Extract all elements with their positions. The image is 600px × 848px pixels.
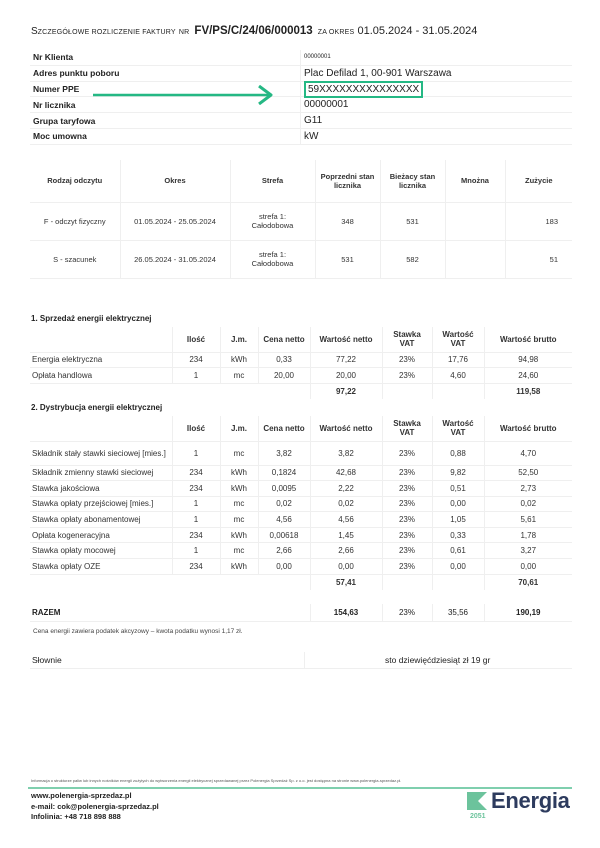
column-header: Ilość xyxy=(172,416,220,441)
item-name: Składnik stały stawki sieciowej [mies.] xyxy=(30,441,172,465)
empty-cell xyxy=(258,383,310,399)
address-value: Plac Defilad 1, 00-901 Warszawa xyxy=(300,66,451,81)
subtotal-net: 97,22 xyxy=(310,383,382,399)
info-label: Adres punktu poboru xyxy=(33,68,120,79)
empty-cell xyxy=(30,574,172,590)
sales-subtotal-row xyxy=(30,383,572,399)
item-net: 3,82 xyxy=(310,441,382,465)
column-header: Wartość brutto xyxy=(484,416,572,441)
previous-reading: 348 xyxy=(315,202,380,240)
table-row xyxy=(30,368,572,384)
item-unit: mc xyxy=(220,512,258,528)
item-vat-rate: 23% xyxy=(382,352,432,368)
info-label: Nr licznika xyxy=(33,99,76,110)
amount-in-words-label: Słownie xyxy=(30,652,305,668)
item-vat-rate: 23% xyxy=(382,559,432,575)
item-vat: 0,00 xyxy=(432,496,484,512)
item-net: 4,56 xyxy=(310,512,382,528)
header-line: Wartość xyxy=(442,419,474,429)
column-header: Bieżacy stan licznika xyxy=(380,160,445,202)
column-header: Poprzedni stan licznika xyxy=(315,160,380,202)
empty-cell xyxy=(382,383,432,399)
distribution-table xyxy=(30,416,572,590)
document-title xyxy=(31,25,477,37)
item-name: Stawka opłaty abonamentowej xyxy=(30,512,172,528)
item-qty: 234 xyxy=(172,527,220,543)
meter-number: 00000001 xyxy=(300,97,349,112)
column-header: Cena netto xyxy=(258,327,310,352)
empty-cell xyxy=(30,383,172,399)
column-header: Cena netto xyxy=(258,416,310,441)
table-row xyxy=(30,352,572,368)
item-price: 0,02 xyxy=(258,496,310,512)
item-qty: 1 xyxy=(172,441,220,465)
header-line: Wartość xyxy=(442,330,474,340)
column-header xyxy=(382,416,432,441)
hotline-number: Infolinia: +48 718 898 888 xyxy=(31,812,121,821)
item-price: 20,00 xyxy=(258,368,310,384)
item-unit: kWh xyxy=(220,481,258,497)
logo-year: 2051 xyxy=(470,813,486,820)
empty-cell xyxy=(172,574,220,590)
section-title-sales: 1. Sprzedaż energii elektrycznej xyxy=(31,314,152,323)
item-name: Składnik zmienny stawki sieciowej xyxy=(30,465,172,481)
item-price: 0,00618 xyxy=(258,527,310,543)
item-vat: 0,51 xyxy=(432,481,484,497)
item-vat-rate: 23% xyxy=(382,441,432,465)
item-net: 0,00 xyxy=(310,559,382,575)
item-gross: 24,60 xyxy=(484,368,572,384)
column-header xyxy=(30,416,172,441)
header-line: VAT xyxy=(399,339,415,349)
item-price: 4,56 xyxy=(258,512,310,528)
contracted-power: kW xyxy=(300,129,318,144)
item-net: 2,22 xyxy=(310,481,382,497)
info-row-power xyxy=(30,129,572,145)
sales-table xyxy=(30,327,572,399)
header-line: Stawka xyxy=(393,419,421,429)
title-prefix-initial: S xyxy=(31,26,38,37)
usage: 183 xyxy=(505,202,572,240)
total-label: RAZEM xyxy=(30,604,310,621)
info-row-tariff xyxy=(30,113,572,129)
company-logo xyxy=(467,788,582,832)
total-vat-rate: 23% xyxy=(382,604,432,621)
previous-reading: 531 xyxy=(315,240,380,278)
column-header xyxy=(432,327,484,352)
item-net: 20,00 xyxy=(310,368,382,384)
meter-readings-table xyxy=(30,160,572,279)
item-vat: 9,82 xyxy=(432,465,484,481)
item-unit: mc xyxy=(220,368,258,384)
table-row xyxy=(30,543,572,559)
tariff-group: G11 xyxy=(300,113,322,128)
item-gross: 52,50 xyxy=(484,465,572,481)
item-price: 0,0095 xyxy=(258,481,310,497)
table-row xyxy=(30,512,572,528)
invoice-period: 01.05.2024 - 31.05.2024 xyxy=(357,25,478,37)
table-row xyxy=(30,441,572,465)
item-unit: kWh xyxy=(220,465,258,481)
ppe-highlight-box: 59XXXXXXXXXXXXXXX xyxy=(304,81,423,98)
reading-period: 01.05.2024 - 25.05.2024 xyxy=(120,202,230,240)
current-reading: 531 xyxy=(380,202,445,240)
item-name: Opłata handlowa xyxy=(30,368,172,384)
subtotal-gross: 119,58 xyxy=(484,383,572,399)
table-row xyxy=(30,240,572,278)
item-gross: 0,00 xyxy=(484,559,572,575)
item-net: 1,45 xyxy=(310,527,382,543)
subtotal-net: 57,41 xyxy=(310,574,382,590)
item-price: 0,1824 xyxy=(258,465,310,481)
item-vat: 0,33 xyxy=(432,527,484,543)
readings-header-row xyxy=(30,160,572,202)
item-net: 2,66 xyxy=(310,543,382,559)
total-gross: 190,19 xyxy=(484,604,572,621)
column-header: Wartość netto xyxy=(310,416,382,441)
item-gross: 3,27 xyxy=(484,543,572,559)
item-vat-rate: 23% xyxy=(382,512,432,528)
reading-type: F - odczyt fizyczny xyxy=(30,202,120,240)
total-vat: 35,56 xyxy=(432,604,484,621)
item-vat: 0,88 xyxy=(432,441,484,465)
item-unit: kWh xyxy=(220,527,258,543)
item-gross: 2,73 xyxy=(484,481,572,497)
info-label: Moc umowna xyxy=(33,131,87,142)
item-unit: kWh xyxy=(220,559,258,575)
email-link[interactable]: e-mail: cok@polenergia-sprzedaz.pl xyxy=(31,801,159,811)
item-unit: mc xyxy=(220,543,258,559)
column-header xyxy=(382,327,432,352)
ppe-value-cell xyxy=(300,82,423,97)
item-net: 42,68 xyxy=(310,465,382,481)
column-header: J.m. xyxy=(220,327,258,352)
title-nr: NR xyxy=(178,29,190,36)
info-label: Nr Klienta xyxy=(33,52,74,63)
item-qty: 1 xyxy=(172,496,220,512)
item-name: Opłata kogeneracyjna xyxy=(30,527,172,543)
multiplier xyxy=(445,240,505,278)
item-gross: 94,98 xyxy=(484,352,572,368)
column-header: Ilość xyxy=(172,327,220,352)
current-reading: 582 xyxy=(380,240,445,278)
amount-in-words-value: sto dziewięćdziesiąt zł 19 gr xyxy=(385,655,491,665)
item-unit: kWh xyxy=(220,352,258,368)
item-price: 0,33 xyxy=(258,352,310,368)
zone-line: strefa 1: xyxy=(258,212,287,221)
item-qty: 234 xyxy=(172,352,220,368)
empty-cell xyxy=(382,574,432,590)
zone-line: Całodobowa xyxy=(251,221,294,230)
distribution-header-row xyxy=(30,416,572,441)
item-vat: 1,05 xyxy=(432,512,484,528)
reading-type: S - szacunek xyxy=(30,240,120,278)
grand-total-row xyxy=(30,604,572,621)
column-header xyxy=(432,416,484,441)
usage: 51 xyxy=(505,240,572,278)
item-vat-rate: 23% xyxy=(382,368,432,384)
reading-zone xyxy=(230,202,315,240)
section-title-distribution: 2. Dystrybucja energii elektrycznej xyxy=(31,403,163,412)
item-price: 2,66 xyxy=(258,543,310,559)
item-vat: 17,76 xyxy=(432,352,484,368)
table-row xyxy=(30,202,572,240)
item-qty: 1 xyxy=(172,368,220,384)
info-label: Numer PPE xyxy=(33,83,80,94)
website-link[interactable]: www.polenergia-sprzedaz.pl xyxy=(31,791,132,800)
item-vat: 4,60 xyxy=(432,368,484,384)
empty-cell xyxy=(220,383,258,399)
item-name: Stawka opłaty mocowej xyxy=(30,543,172,559)
header-line: VAT xyxy=(399,428,415,438)
client-number: 00000001 xyxy=(300,50,331,65)
total-net: 154,63 xyxy=(310,604,382,621)
item-vat-rate: 23% xyxy=(382,496,432,512)
column-header: Zużycie xyxy=(505,160,572,202)
item-qty: 234 xyxy=(172,559,220,575)
amount-in-words-row xyxy=(30,652,572,669)
fuel-mix-info: Informacja o strukturze paliw lub innych nośników energii zużytych do wytworzenia energii elektrycznej sprzedawanej przez Polenergia Sprzedaż Sp. z o.o. jest dostępna na stronie www.polenergia-sprzedaz.pl. xyxy=(31,778,402,783)
item-qty: 1 xyxy=(172,543,220,559)
table-row xyxy=(30,527,572,543)
item-net: 0,02 xyxy=(310,496,382,512)
info-label: Grupa taryfowa xyxy=(33,115,96,126)
grand-total-table xyxy=(30,604,572,622)
item-vat-rate: 23% xyxy=(382,527,432,543)
column-header: Strefa xyxy=(230,160,315,202)
item-gross: 0,02 xyxy=(484,496,572,512)
empty-cell xyxy=(258,574,310,590)
item-name: Stawka opłaty OZE xyxy=(30,559,172,575)
header-line: VAT xyxy=(450,339,466,349)
item-vat-rate: 23% xyxy=(382,465,432,481)
column-header xyxy=(30,327,172,352)
reading-period: 26.05.2024 - 31.05.2024 xyxy=(120,240,230,278)
empty-cell xyxy=(432,383,484,399)
column-header: J.m. xyxy=(220,416,258,441)
item-vat-rate: 23% xyxy=(382,481,432,497)
item-name: Energia elektryczna xyxy=(30,352,172,368)
empty-cell xyxy=(220,574,258,590)
column-header: Mnożna xyxy=(445,160,505,202)
distribution-subtotal-row xyxy=(30,574,572,590)
sales-header-row xyxy=(30,327,572,352)
info-row-client xyxy=(30,50,572,66)
item-vat-rate: 23% xyxy=(382,543,432,559)
subtotal-gross: 70,61 xyxy=(484,574,572,590)
item-unit: mc xyxy=(220,441,258,465)
table-row xyxy=(30,465,572,481)
item-qty: 1 xyxy=(172,512,220,528)
title-prefix: ZCZEGÓŁOWE ROZLICZENIE FAKTURY xyxy=(37,29,176,36)
empty-cell xyxy=(432,574,484,590)
item-vat: 0,61 xyxy=(432,543,484,559)
item-qty: 234 xyxy=(172,465,220,481)
table-row xyxy=(30,496,572,512)
item-gross: 1,78 xyxy=(484,527,572,543)
item-price: 3,82 xyxy=(258,441,310,465)
item-price: 0,00 xyxy=(258,559,310,575)
item-name: Stawka opłaty przejściowej [mies.] xyxy=(30,496,172,512)
info-row-address xyxy=(30,66,572,82)
column-header: Wartość brutto xyxy=(484,327,572,352)
invoice-number: FV/PS/C/24/06/000013 xyxy=(194,25,313,37)
column-header: Okres xyxy=(120,160,230,202)
zone-line: Całodobowa xyxy=(251,259,294,268)
column-header: Wartość netto xyxy=(310,327,382,352)
item-gross: 4,70 xyxy=(484,441,572,465)
item-qty: 234 xyxy=(172,481,220,497)
item-name: Stawka jakościowa xyxy=(30,481,172,497)
contact-block xyxy=(31,791,159,823)
item-vat: 0,00 xyxy=(432,559,484,575)
column-header: Rodzaj odczytu xyxy=(30,160,120,202)
header-line: Stawka xyxy=(393,330,421,340)
multiplier xyxy=(445,202,505,240)
table-row xyxy=(30,481,572,497)
item-net: 77,22 xyxy=(310,352,382,368)
item-unit: mc xyxy=(220,496,258,512)
header-line: VAT xyxy=(450,428,466,438)
reading-zone xyxy=(230,240,315,278)
logo-mark-icon xyxy=(467,792,487,810)
item-gross: 5,61 xyxy=(484,512,572,528)
empty-cell xyxy=(172,383,220,399)
table-row xyxy=(30,559,572,575)
excise-tax-note: Cena energii zawiera podatek akcyzowy – kwota podatku wynosi 1,17 zł. xyxy=(33,628,243,635)
zone-line: strefa 1: xyxy=(258,250,287,259)
title-period-label: ZA OKRES xyxy=(317,29,355,36)
annotation-arrow-icon xyxy=(93,85,275,105)
logo-wordmark: Energia xyxy=(491,788,570,813)
